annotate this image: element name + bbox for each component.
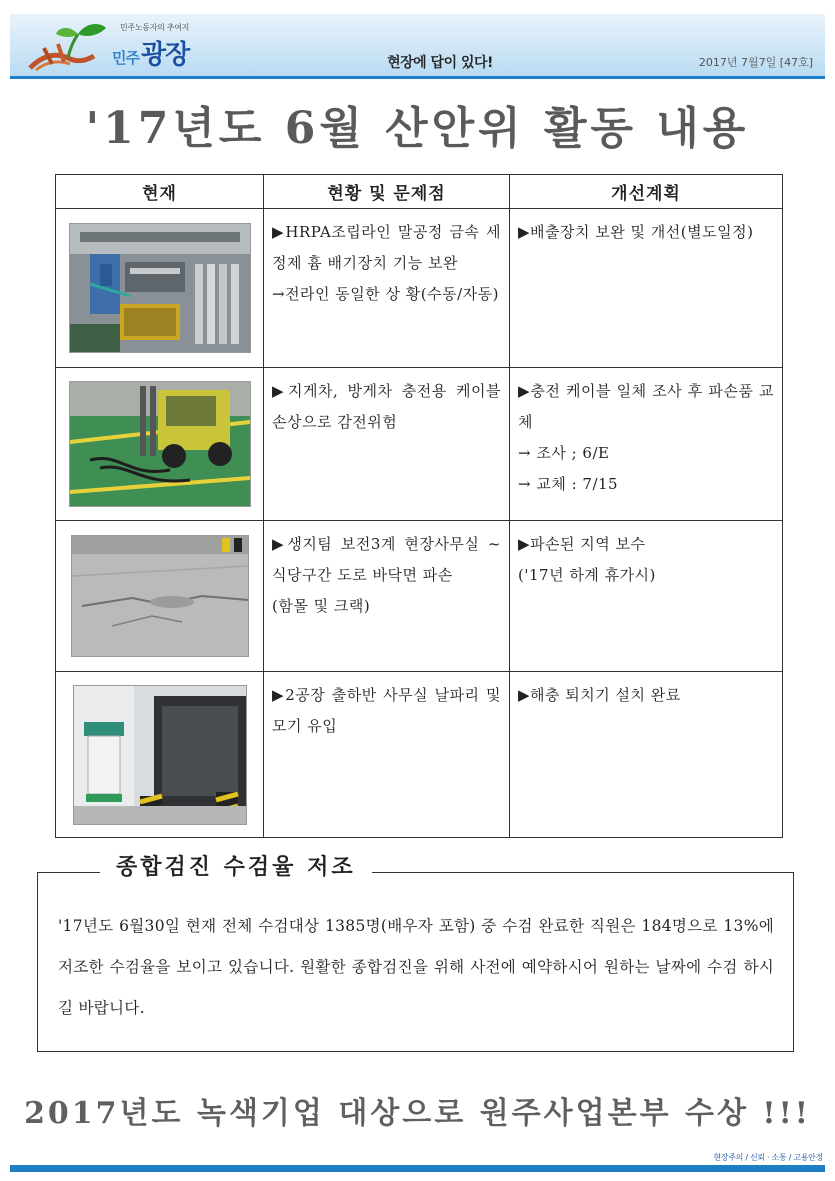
column-header-problem: 현황 및 문제점 <box>264 175 510 209</box>
table-row <box>56 672 783 838</box>
activity-table <box>55 174 783 838</box>
notice-heading: 종합검진 수검율 저조 <box>100 850 372 881</box>
problem-cell <box>264 672 510 838</box>
table-row <box>56 521 783 672</box>
forklift-photo-icon <box>69 381 251 507</box>
problem-cell <box>264 368 510 521</box>
table-row <box>56 209 783 368</box>
plan-cell <box>510 521 783 672</box>
notice-body: '17년도 6월30일 현재 전체 수검대상 1385명(배우자 포함) 중 수검 완료한 직원은 184명으로 13%에 저조한 수검율을 보이고 있습니다. 원활한 종합검진을 위해 사전에 예약하시어 원하는 날짜에 수검 하시길 바랍니다. <box>58 917 774 1017</box>
problem-text: ▶생지팀 보전3계 현장사무실 ~ 식당구간 도로 바닥면 파손 (함몰 및 크랙) <box>272 535 501 615</box>
plan-cell <box>510 672 783 838</box>
logo-subtitle: 민주노동자의 추여지 <box>120 23 190 32</box>
header-tagline: 현장에 답이 있다! <box>387 55 493 71</box>
factory-entrance-photo-icon <box>73 685 247 825</box>
award-banner: 2017년도 녹색기업 대상으로 원주사업본부 수상 !!! <box>24 1096 811 1131</box>
problem-text: ▶2공장 출하반 사무실 날파리 및 모기 유입 <box>272 686 501 735</box>
plan-text: ▶충전 케이블 일체 조사 후 파손품 교체 → 조사 ; 6/E → 교체 : 7/15 <box>518 382 774 493</box>
logo-name: 광장 <box>140 40 190 70</box>
logo-prefix: 민주 <box>112 49 139 67</box>
logo-title <box>112 34 189 71</box>
plan-text: ▶배출장치 보완 및 개선(별도일정) <box>518 223 754 241</box>
photo-cell <box>56 368 264 521</box>
newsletter-logo <box>24 18 214 74</box>
column-header-current: 현재 <box>56 175 264 209</box>
photo-cell <box>56 672 264 838</box>
issue-date: 2017년 7월7일 [47호] <box>698 56 813 69</box>
photo-cell <box>56 521 264 672</box>
footer-note: 현장주의 / 신뢰 · 소통 / 고용안정 <box>713 1153 823 1162</box>
problem-text: ▶지게차, 방게차 충전용 케이블 손상으로 감전위험 <box>272 382 501 431</box>
page-title: '17년도 6월 산안위 활동 내용 <box>85 103 750 154</box>
column-header-plan: 개선계획 <box>510 175 783 209</box>
plan-text: ▶파손된 지역 보수 ('17년 하계 휴가시) <box>518 535 656 584</box>
floor-crack-photo-icon <box>71 535 249 657</box>
plan-cell <box>510 209 783 368</box>
table-header-row <box>56 175 783 209</box>
table-row <box>56 368 783 521</box>
assembly-line-photo-icon <box>69 223 251 353</box>
plan-text: ▶해충 퇴치기 설치 완료 <box>518 686 681 704</box>
newsletter-header <box>10 14 825 79</box>
plan-cell <box>510 368 783 521</box>
problem-cell <box>264 209 510 368</box>
photo-cell <box>56 209 264 368</box>
problem-cell <box>264 521 510 672</box>
footer-bar <box>10 1165 825 1172</box>
sprout-logo-icon <box>24 18 114 74</box>
problem-text: ▶HRPA조립라인 말공정 금속 세정제 흄 배기장치 기능 보완 →전라인 동일한 상 황(수동/자동) <box>272 223 501 303</box>
